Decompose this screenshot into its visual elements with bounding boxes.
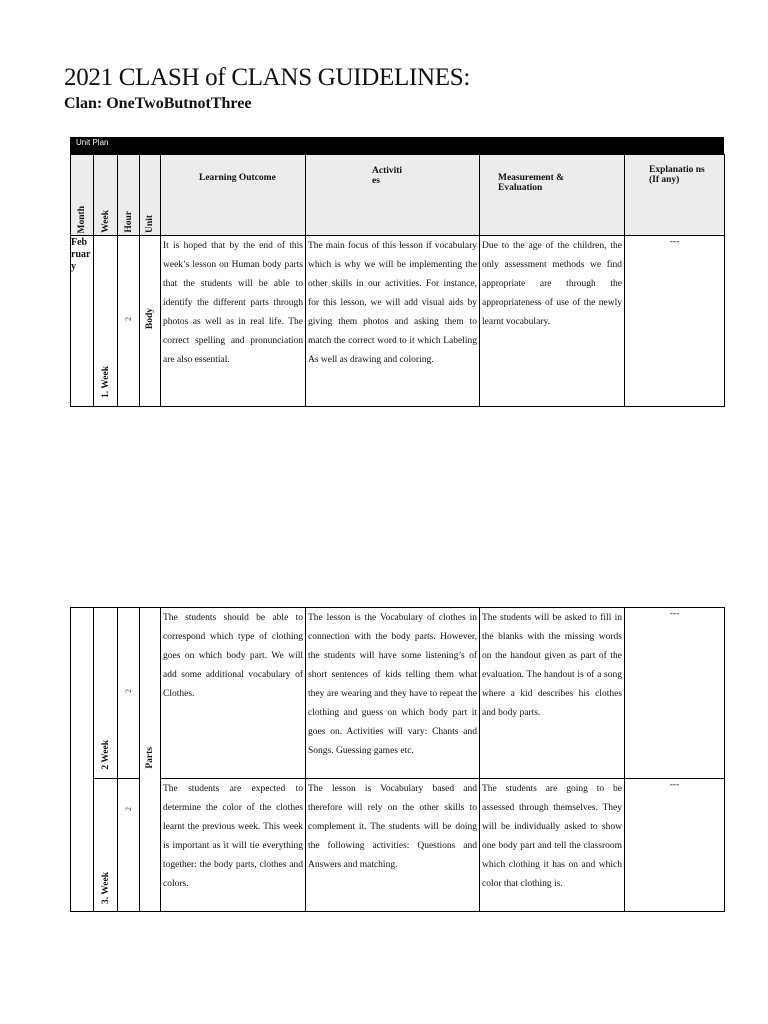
header-month: Month <box>71 155 94 236</box>
cell-week: 1. Week <box>94 236 118 407</box>
cell-learning-outcome: The students are expected to determine the color of the clothes learnt the previous week. This week is important as it will tie everything together: the body parts, clothes and colors. <box>161 779 306 912</box>
cell-hour: 2 <box>118 236 140 407</box>
cell-month: February <box>71 236 94 407</box>
cell-explanation: --- <box>625 608 725 779</box>
unit-plan-table-1 <box>70 154 725 407</box>
cell-measurement: The students are going to be assessed through themselves. They will be individually asked to show one body part and tell the classroom which clothing it has on and which color that clothing is. <box>480 779 625 912</box>
unit-plan-bar: Unit Plan <box>70 137 724 154</box>
cell-week: 2 Week <box>94 608 118 779</box>
header-learning-outcome: Learning Outcome <box>161 155 306 236</box>
cell-learning-outcome: It is hoped that by the end of this week’s lesson on Human body parts that the students will be able to identify the different parts through photos as well as in real life. The correct spelling and pronunciation are also essential. <box>161 236 306 407</box>
cell-unit: Body <box>140 236 161 407</box>
clan-name: Clan: OneTwoButnotThree <box>64 95 252 112</box>
cell-month-empty <box>71 608 94 912</box>
cell-hour: 2 <box>118 608 140 779</box>
cell-explanation: --- <box>625 779 725 912</box>
unit-plan-table-2 <box>70 607 725 912</box>
document-title: 2021 CLASH of CLANS GUIDELINES: <box>64 64 470 91</box>
cell-measurement: The students will be asked to fill in the blanks with the missing words on the handout given as part of the evaluation. The handout is of a song where a kid describes his clothes and body parts. <box>480 608 625 779</box>
cell-unit: Parts <box>140 608 161 912</box>
header-hour: Hour <box>118 155 140 236</box>
header-week: Week <box>94 155 118 236</box>
cell-hour: 2 <box>118 779 140 912</box>
cell-learning-outcome: The students should be able to correspond which type of clothing goes on which body part. We will add some additional vocabulary of Clothes. <box>161 608 306 779</box>
cell-activities: The main focus of this lesson if vocabulary which is why we will be implementing the other skills in our activities. For instance, for this lesson, we will add visual aids by giving them photos and asking them to match the correct word to it which Labeling As well as drawing and coloring. <box>306 236 480 407</box>
header-explanations: Explanatio ns (If any) <box>625 155 725 236</box>
cell-measurement: Due to the age of the children, the only assessment methods we find appropriate are through the appropriateness of use of the newly learnt vocabulary. <box>480 236 625 407</box>
header-measurement: Measurement & Evaluation <box>480 155 625 236</box>
cell-activities: The lesson is Vocabulary based and therefore will rely on the other skills to complement it. The students will be doing the following activities: Questions and Answers and matching. <box>306 779 480 912</box>
cell-explanation: --- <box>625 236 725 407</box>
cell-activities: The lesson is the Vocabulary of clothes in connection with the body parts. However, the students will have some listening’s of short sentences of kids telling them what they are wearing and they have to repeat the clothing and guess on which body part it goes on. Activities will vary: Chants and Songs. Guessing games etc. <box>306 608 480 779</box>
header-activities: Activiti es <box>306 155 480 236</box>
cell-week: 3. Week <box>94 779 118 912</box>
header-unit: Unit <box>140 155 161 236</box>
